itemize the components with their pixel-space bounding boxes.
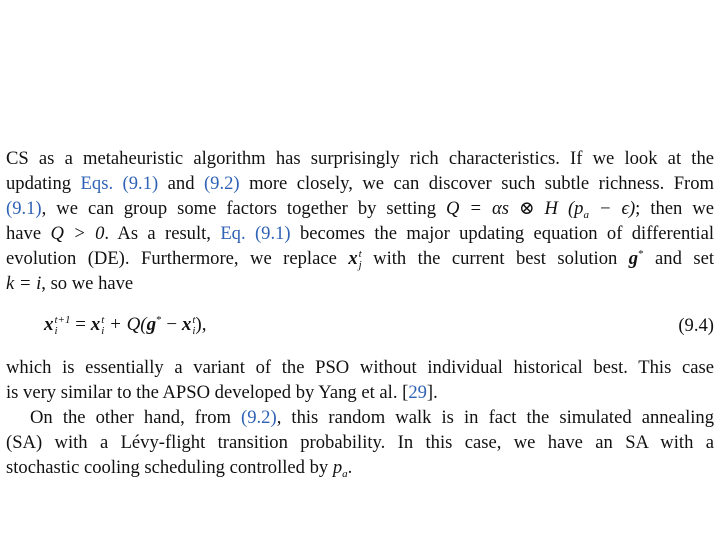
text: (SA) with a Lévy-flight transition probability. In this case, we have an SA with a: [6, 432, 714, 453]
equals: =: [75, 314, 91, 335]
paragraph-2-line-2: [6, 382, 714, 404]
text: more closely, we can discover such subtle richness. From: [239, 173, 714, 194]
paragraph-1-line-4: [6, 223, 714, 245]
text: which is essentially a variant of the PSO without individual historical best. This case: [6, 357, 714, 378]
text: is very similar to the APSO developed by Yang et al. [: [6, 382, 409, 403]
paragraph-1-line-1: [6, 148, 714, 170]
paragraph-1-line-2: [6, 173, 714, 195]
superscript: t: [192, 313, 196, 326]
equation-reference-link[interactable]: (9.2): [203, 173, 240, 194]
text: ; then we: [635, 198, 715, 219]
equation-reference-link[interactable]: Eq. (9.1): [220, 223, 291, 244]
equation-reference-link[interactable]: (9.2): [241, 407, 277, 428]
vector-g: g: [146, 314, 157, 335]
paragraph-2-line-1: [6, 357, 714, 379]
text: . As a result,: [104, 223, 221, 244]
equation-number: (9.4): [678, 315, 714, 336]
superscript: t: [101, 313, 105, 326]
math-subscript: a: [342, 468, 348, 480]
text: and: [158, 173, 204, 194]
paragraph-3-line-3: [6, 457, 714, 479]
subscript: i: [54, 324, 58, 337]
subscript: i: [192, 324, 196, 337]
text: ].: [426, 382, 438, 403]
text: .: [347, 457, 353, 478]
inline-math: − ϵ): [588, 198, 636, 219]
minus: −: [161, 314, 182, 335]
math-text: + Q(: [104, 314, 147, 335]
text: with the current best solution: [361, 248, 629, 269]
display-equation: [44, 314, 714, 337]
math-subscript: a: [583, 209, 589, 221]
subscript: j: [358, 258, 362, 271]
text: , so we have: [41, 273, 134, 294]
paragraph-1-line-5: [6, 248, 714, 271]
paragraph-3-line-1: [30, 407, 714, 429]
superscript: t+1: [54, 313, 71, 326]
equation-reference-link[interactable]: (9.1): [6, 198, 42, 219]
paragraph-1-line-3: [6, 198, 714, 220]
equation-reference-link[interactable]: Eqs. (9.1): [80, 173, 159, 194]
vector-x: x: [348, 248, 358, 269]
text: stochastic cooling scheduling controlled by: [6, 457, 333, 478]
paragraph-3-line-2: [6, 432, 714, 454]
superscript: *: [638, 248, 644, 260]
text: , we can group some factors together by setting: [41, 198, 447, 219]
citation-link[interactable]: 29: [408, 382, 427, 403]
superscript: *: [156, 314, 162, 326]
text: evolution (DE). Furthermore, we replace: [6, 248, 349, 269]
inline-math: Q = αs ⊗ H (p: [446, 198, 584, 219]
inline-math: k = i: [6, 273, 42, 294]
text: , this random walk is in fact the simulated annealing: [276, 407, 714, 428]
vector-x: x: [44, 314, 54, 335]
inline-math: Q > 0: [50, 223, 105, 244]
text: and set: [643, 248, 714, 269]
subscript: i: [101, 324, 105, 337]
text: CS as a metaheuristic algorithm has surprisingly rich characteristics. If we look at the: [6, 148, 714, 169]
text: On the other hand, from: [30, 407, 242, 428]
text: updating: [6, 173, 81, 194]
text: have: [6, 223, 51, 244]
super-sub-script: [55, 315, 71, 337]
text: becomes the major updating equation of differential: [290, 223, 715, 244]
vector-x: x: [90, 314, 101, 335]
paragraph-1-line-6: [6, 273, 714, 295]
math-p: p: [332, 457, 343, 478]
close-paren: ),: [195, 314, 207, 335]
vector-g: g: [628, 248, 639, 269]
vector-x: x: [181, 314, 192, 335]
superscript: t: [358, 247, 362, 260]
